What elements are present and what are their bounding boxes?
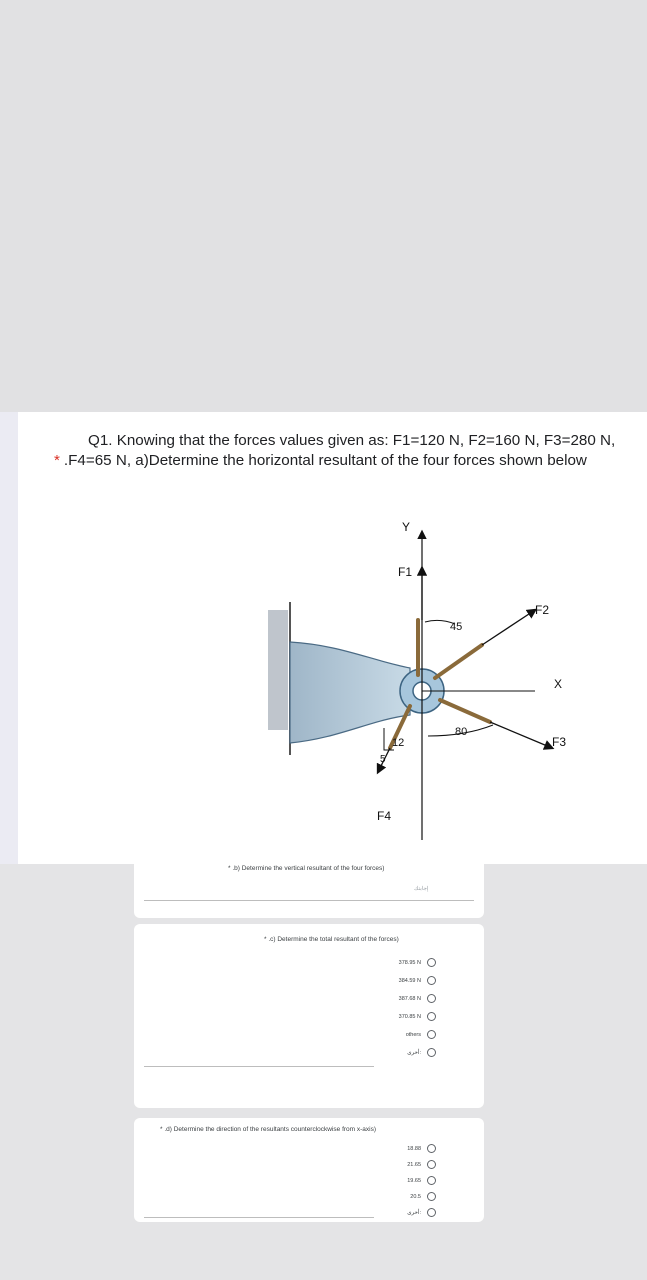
part-c-option-other[interactable]	[360, 1048, 436, 1057]
part-d-other-line[interactable]	[144, 1217, 374, 1218]
radio-button[interactable]	[427, 1030, 436, 1039]
f2-label: F2	[535, 603, 550, 617]
option-label: 387.68 N	[398, 995, 421, 1002]
part-d-option-3[interactable]	[360, 1176, 436, 1185]
force-diagram	[250, 510, 600, 850]
f3-arrow	[490, 722, 552, 748]
radio-button[interactable]	[427, 958, 436, 967]
option-label: 19.65	[407, 1177, 421, 1184]
radio-button[interactable]	[427, 1208, 436, 1217]
f1-label: F1	[398, 565, 413, 579]
part-d-card	[134, 1118, 484, 1222]
x-label: X	[554, 677, 563, 691]
part-b-card	[134, 852, 484, 918]
part-d-option-4[interactable]	[360, 1192, 436, 1201]
angle-45-label: 45	[450, 621, 463, 633]
radio-button[interactable]	[427, 994, 436, 1003]
slope-5-label: 5	[380, 754, 386, 765]
option-label: 20.5	[410, 1193, 421, 1200]
option-label: 18.88	[407, 1145, 421, 1152]
slope-12-label: 12	[392, 737, 405, 749]
radio-button[interactable]	[427, 1176, 436, 1185]
radio-button[interactable]	[427, 1144, 436, 1153]
option-label: 21.65	[407, 1161, 421, 1168]
part-d-option-other[interactable]	[360, 1208, 436, 1217]
part-c-option-4[interactable]	[360, 1012, 436, 1021]
wall-mount	[268, 602, 290, 755]
radio-button[interactable]	[427, 1012, 436, 1021]
option-label: others	[405, 1031, 421, 1038]
bracket	[290, 642, 410, 743]
f4-label: F4	[377, 809, 392, 823]
part-d-option-1[interactable]	[360, 1144, 436, 1153]
question-line-2	[54, 452, 644, 469]
part-c-option-5[interactable]	[360, 1030, 436, 1039]
radio-button[interactable]	[427, 1160, 436, 1169]
question-line-2-text: .F4=65 N, a)Determine the horizontal resultant of the four forces shown below	[63, 452, 587, 469]
f2-arrow	[482, 610, 535, 645]
option-label: أخرى:	[407, 1209, 421, 1216]
left-accent-strip	[0, 412, 18, 864]
radio-button[interactable]	[427, 1048, 436, 1057]
part-c-option-3[interactable]	[360, 994, 436, 1003]
angle-80-label: 80	[455, 726, 468, 738]
f3-label: F3	[552, 735, 567, 749]
radio-button[interactable]	[427, 1192, 436, 1201]
top-empty-area	[0, 0, 647, 412]
radio-button[interactable]	[427, 976, 436, 985]
option-label: أخرى:	[407, 1049, 421, 1056]
part-d-prompt: * .d) Determine the direction of the resultants counterclockwise from x-axis)	[160, 1126, 377, 1133]
option-label: 384.59 N	[398, 977, 421, 984]
required-asterisk: *	[54, 452, 60, 469]
part-b-answer-line[interactable]	[144, 900, 474, 901]
part-b-answer-placeholder[interactable]: إجابتك	[414, 886, 429, 892]
part-c-option-2[interactable]	[360, 976, 436, 985]
part-d-option-2[interactable]	[360, 1160, 436, 1169]
part-c-other-line[interactable]	[144, 1066, 374, 1067]
y-label: Y	[402, 520, 411, 534]
part-c-card-extension	[134, 1028, 484, 1108]
option-label: 370.85 N	[398, 1013, 421, 1020]
part-c-prompt: * .c) Determine the total resultant of the forces)	[264, 936, 399, 943]
part-b-prompt: * .b) Determine the vertical resultant of the four forces)	[228, 865, 385, 872]
option-label: 378.95 N	[398, 959, 421, 966]
part-c-option-1[interactable]	[360, 958, 436, 967]
question-line-1: Q1. Knowing that the forces values given as: F1=120 N, F2=160 N, F3=280 N,	[88, 432, 616, 449]
